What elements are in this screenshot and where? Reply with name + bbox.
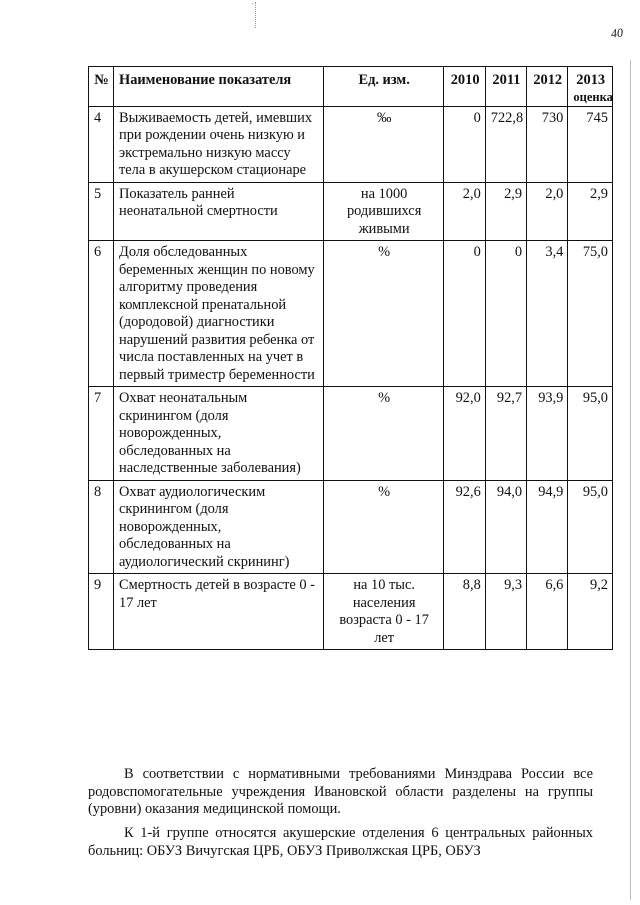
table-row [89,182,613,241]
header-2013 [568,67,613,107]
row-2011: 9,3 [485,574,526,650]
row-2013: 75,0 [568,241,613,387]
row-2012: 3,4 [527,241,568,387]
scan-dot: ' [252,2,254,10]
table-row [89,106,613,182]
row-2013: 9,2 [568,574,613,650]
row-unit: % [323,241,444,387]
row-num: 6 [89,241,114,387]
header-2013-year: 2013 [576,72,606,88]
row-2012: 94,9 [527,480,568,574]
row-unit: на 10 тыс. населения возраста 0 - 17 лет [323,574,444,650]
row-unit: ‰ [323,106,444,182]
row-name: Показатель ранней неонатальной смертности [114,182,324,241]
body-paragraph: В соответствии с нормативными требованиями Минздрава России все родовспомогательные учреждения Ивановской области разделены на группы (уровни) оказания медицинской помощи. [88,766,593,818]
row-2012: 6,6 [527,574,568,650]
page-number: 40 [610,25,624,41]
header-2011: 2011 [485,67,526,107]
row-2012: 730 [527,106,568,182]
row-2011: 722,8 [485,106,526,182]
row-unit: % [323,387,444,481]
row-2010: 2,0 [444,182,485,241]
row-2010: 0 [444,106,485,182]
row-2010: 8,8 [444,574,485,650]
page-edge [630,60,631,900]
row-name: Выживаемость детей, имевших при рождении очень низкую и экстремально низкую массу тела в акушерском стационаре [114,106,324,182]
table-row [89,480,613,574]
row-2013: 95,0 [568,480,613,574]
row-num: 9 [89,574,114,650]
scan-mark [255,2,257,28]
row-num: 5 [89,182,114,241]
row-2013: 2,9 [568,182,613,241]
table-row [89,574,613,650]
row-2011: 92,7 [485,387,526,481]
row-unit: на 1000 родившихся живыми [323,182,444,241]
indicators-table [88,66,613,650]
header-num: № [89,67,114,107]
row-2012: 2,0 [527,182,568,241]
header-2010: 2010 [444,67,485,107]
row-2011: 0 [485,241,526,387]
body-paragraph: К 1-й группе относятся акушерские отделения 6 центральных районных больниц: ОБУЗ Вичугская ЦРБ, ОБУЗ Приволжская ЦРБ, ОБУЗ [88,825,593,859]
table-row [89,241,613,387]
header-name: Наименование показателя [114,67,324,107]
row-name: Доля обследованных беременных женщин по новому алгоритму проведения комплексной пренатальной (дородовой) диагностики нарушений развития ребенка от числа поставленных на учет в первый триместр беременности [114,241,324,387]
table-header-row [89,67,613,107]
row-unit: % [323,480,444,574]
table-row [89,387,613,481]
row-2011: 2,9 [485,182,526,241]
row-name: Охват аудиологическим скринингом (доля новорожденных, обследованных на аудиологический скрининг) [114,480,324,574]
row-name: Смертность детей в возрасте 0 - 17 лет [114,574,324,650]
row-2011: 94,0 [485,480,526,574]
row-2013: 95,0 [568,387,613,481]
row-2010: 92,0 [444,387,485,481]
header-unit: Ед. изм. [323,67,444,107]
header-2012: 2012 [527,67,568,107]
row-num: 8 [89,480,114,574]
row-num: 7 [89,387,114,481]
row-2010: 0 [444,241,485,387]
row-2012: 93,9 [527,387,568,481]
header-2013-sub: оценка [573,89,613,104]
row-2013: 745 [568,106,613,182]
row-name: Охват неонатальным скринингом (доля новорожденных, обследованных на наследственные заболевания) [114,387,324,481]
row-num: 4 [89,106,114,182]
row-2010: 92,6 [444,480,485,574]
